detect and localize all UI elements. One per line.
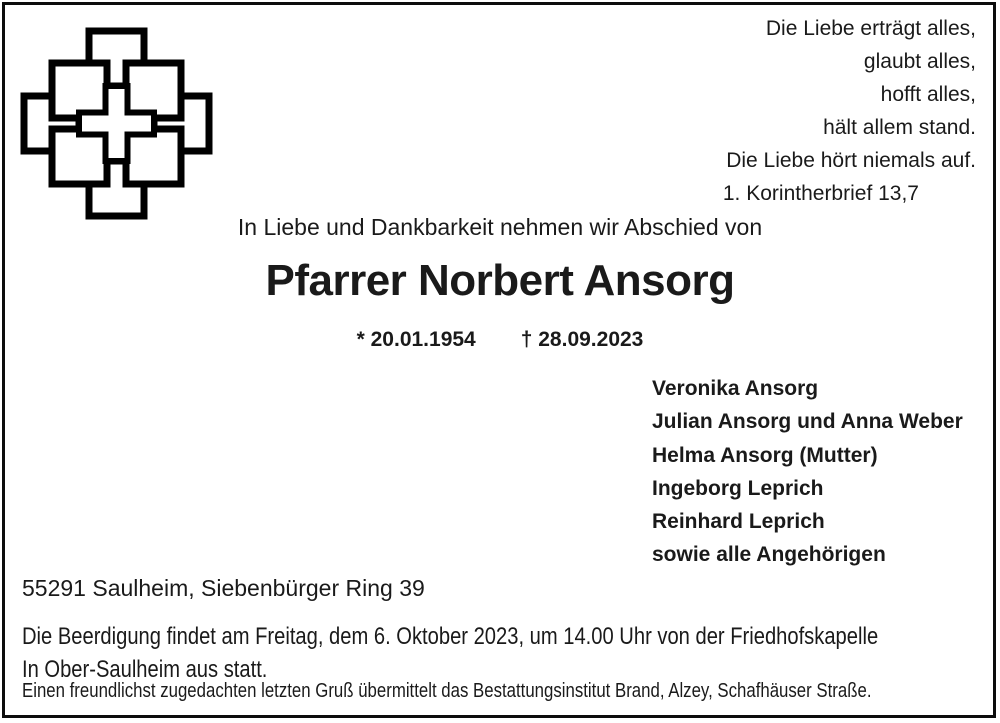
funeral-line: Die Beerdigung findet am Freitag, dem 6. Oktober 2023, um 14.00 Uhr von der Friedhofskapelle	[22, 623, 879, 650]
address-line: 55291 Saulheim, Siebenbürger Ring 39	[22, 575, 425, 601]
funeral-line: In Ober-Saulheim aus statt.	[22, 656, 268, 683]
deceased-name: Pfarrer Norbert Ansorg	[265, 256, 735, 305]
mourner-name: Helma Ansorg (Mutter)	[652, 443, 878, 467]
quote-line: Die Liebe hört niemals auf.	[726, 149, 976, 172]
life-dates	[0, 328, 1000, 352]
mourner-name: sowie alle Angehörigen	[652, 543, 886, 567]
quote-line: glaubt alles,	[863, 50, 976, 73]
quote-line: hält allem stand.	[823, 116, 976, 139]
mourner-name: Julian Ansorg und Anna Weber	[652, 410, 963, 434]
funeral-info	[22, 620, 878, 686]
interlocking-squares-cross-icon	[20, 27, 213, 220]
quote-line: Die Liebe erträgt alles,	[765, 17, 976, 40]
quote-line: hofft alles,	[880, 83, 976, 106]
mourner-name: Veronika Ansorg	[652, 377, 819, 400]
mourner-name: Reinhard Leprich	[652, 510, 825, 534]
birth-date: * 20.01.1954	[356, 328, 476, 351]
mourners-list	[652, 372, 963, 572]
mourner-name: Ingeborg Leprich	[652, 476, 824, 500]
intro-line: In Liebe und Dankbarkeit nehmen wir Abschied von	[237, 214, 763, 240]
death-date: † 28.09.2023	[520, 328, 644, 351]
quote-citation: 1. Korintherbrief 13,7	[722, 182, 919, 205]
funeral-home-line: Einen freundlichst zugedachten letzten Gruß übermittelt das Bestattungsinstitut Brand, Alzey, Schafhäuser Straße.	[22, 680, 872, 702]
scripture-quote	[723, 12, 976, 210]
